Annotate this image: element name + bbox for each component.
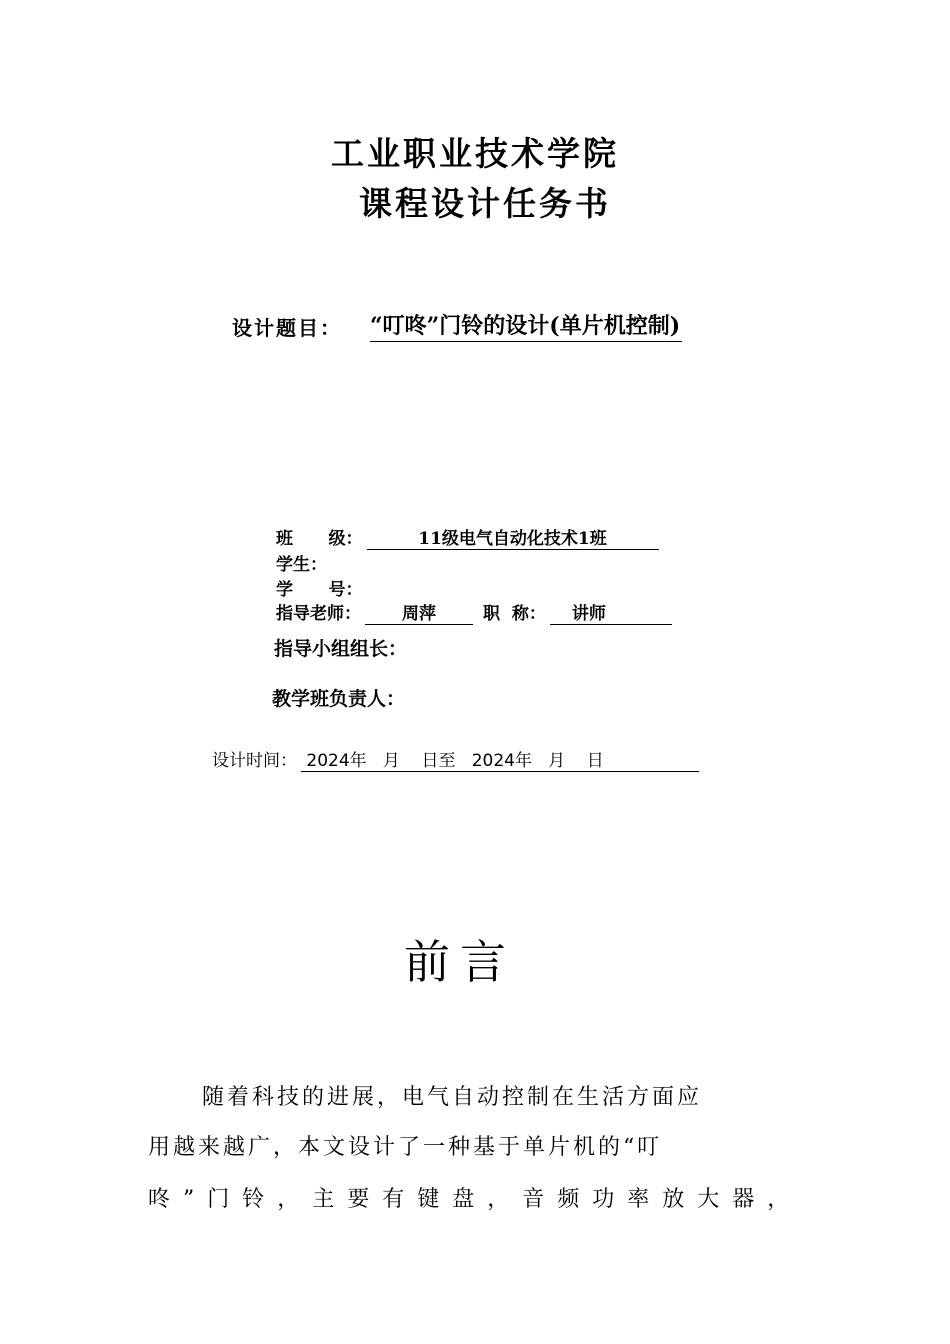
group-leader-label: 指导小组组长： bbox=[274, 638, 408, 660]
teacher-row bbox=[276, 599, 672, 625]
student-number-label: 学 号： bbox=[276, 580, 363, 600]
design-time-value: 2024年 月 日至 2024年 月 日 bbox=[301, 746, 699, 772]
design-time-row bbox=[212, 746, 699, 772]
preface-line-1: 随着科技的进展，电气自动控制在生活方面应 bbox=[202, 1085, 703, 1110]
preface-heading: 前言 bbox=[404, 935, 516, 989]
teacher-label: 指导老师： bbox=[276, 604, 361, 624]
job-title-value: 讲师 bbox=[550, 599, 672, 625]
class-row bbox=[276, 524, 659, 550]
class-owner-label: 教学班负责人： bbox=[272, 688, 406, 710]
student-number-row bbox=[276, 575, 363, 600]
job-title-label: 职 称： bbox=[483, 604, 546, 624]
teacher-value: 周萍 bbox=[365, 599, 473, 625]
class-value: 11级电气自动化技术1班 bbox=[367, 524, 659, 550]
document-title: 课程设计任务书 bbox=[359, 184, 611, 223]
class-label: 班 级： bbox=[276, 529, 363, 549]
student-label: 学生： bbox=[276, 555, 327, 575]
student-row bbox=[276, 550, 327, 575]
preface-line-2: 用越来越广，本文设计了一种基于单片机的“叮 bbox=[148, 1135, 663, 1160]
design-topic-value: “叮咚”门铃的设计(单片机控制) bbox=[370, 309, 682, 342]
preface-line-3: 咚”门铃，主要有键盘，音频功率放大器， bbox=[148, 1187, 803, 1212]
design-time-label: 设计时间： bbox=[212, 751, 297, 771]
design-topic-label: 设计题目： bbox=[232, 316, 342, 340]
school-name: 工业职业技术学院 bbox=[331, 134, 619, 173]
